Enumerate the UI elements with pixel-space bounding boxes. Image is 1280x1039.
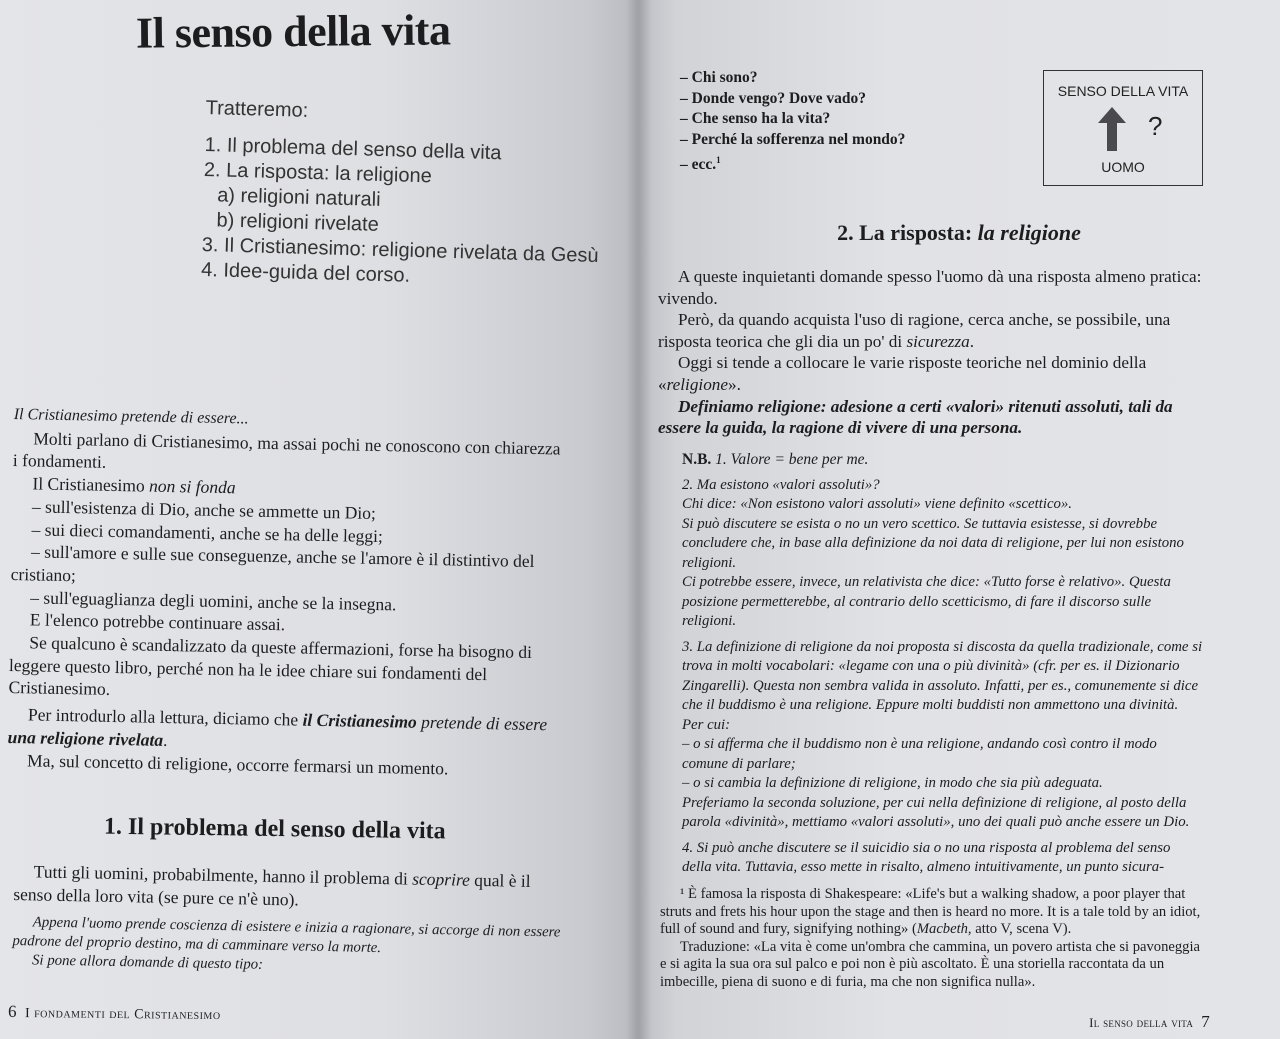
paragraph: A queste inquietanti domande spesso l'uomo dà una risposta almeno pratica: vivendo. <box>658 267 1202 308</box>
footnote-mark: 1 <box>716 155 721 165</box>
page-title: Il senso della vita <box>135 5 451 58</box>
list-item: – Che senso ha la vita? <box>680 110 831 127</box>
emphasis: 1. Valore = bene per me. <box>711 451 869 468</box>
quote: Si pone allora domande di questo tipo: <box>31 952 264 973</box>
note-line: 3. La definizione di religione da noi proposta si discosta da quella tradizionale, come si trova in molti vocabolari: «legame con una o più divinità» (cfr. per es. il Dizionario Zingarelli). Questa non sembra valida in assoluto. Infatti, per es., comunemente si dice che il buddismo è una religione. Eppure molti buddisti non ammettono una divinità. Per cui: <box>682 638 1203 733</box>
left-page <box>0 0 638 1039</box>
page-footer-left <box>8 1002 221 1024</box>
note-line: – o si afferma che il buddismo non è una religione, andando così contro il modo comune di parlare; <box>682 736 1157 772</box>
emphasis: religione <box>666 374 729 394</box>
toc-item: 2. La risposta: la religione <box>203 158 433 188</box>
nb-label: N.B. <box>682 451 712 468</box>
section1-text <box>12 860 562 980</box>
paragraph <box>13 860 562 916</box>
list-item <box>680 150 905 176</box>
note-line: Preferiamo la seconda soluzione, per cui nella definizione di religione, al posto della parola «divinità», mettiamo «valori assoluti», uno dei quali può anche essere un Dio. <box>682 794 1190 830</box>
list-item: – sull'amore e sulle sue conseguenze, anche se l'amore è il distintivo del cristiano; <box>10 541 535 586</box>
notes <box>682 450 1203 878</box>
emphasis: adesione a certi «valori» ritenuti assoluti, tali da essere la guida, la ragione di vivere di una persona. <box>658 396 1173 438</box>
footnotes <box>660 886 1204 991</box>
note-line: Chi dice: «Non esistono valori assoluti» viene definito «scettico». <box>682 496 1073 512</box>
note <box>682 638 1203 833</box>
list-item: – sull'eguaglianza degli uomini, anche se la insegna. <box>30 586 397 615</box>
section-heading: 1. Il problema del senso della vita <box>103 813 446 845</box>
paragraph <box>658 352 1203 395</box>
paragraph: Molti parlano di Cristianesimo, ma assai pochi ne conoscono con chiarezza i fondamenti. <box>12 428 561 473</box>
up-arrow-icon <box>1098 107 1126 151</box>
book-gutter <box>626 0 652 1039</box>
note-line: Si può discutere se esista o no un vero scettico. Se tuttavia esistesse, si dovrebbe concludere che, in base alla definizione da noi data di religione, per lui non esistono religioni. <box>682 515 1184 571</box>
emphasis: pretende di essere <box>416 711 548 735</box>
text-run: Tutti gli uomini, probabilmente, hanno il problema di <box>33 861 413 889</box>
text-run: Oggi si tende a collocare le varie risposte teoriche nel dominio della « <box>658 353 1147 394</box>
box-top-label: SENSO DELLA VITA <box>1057 83 1189 99</box>
section2-text <box>658 266 1203 439</box>
text-run: , atto V, scena V). <box>967 921 1072 937</box>
paragraph: E l'elenco potrebbe continuare assai. <box>29 609 286 635</box>
question-mark: ? <box>1148 111 1163 141</box>
text-run: ¹ È famosa la risposta di Shakespeare: «Life's but a walking shadow, a poor player that struts and frets his hour upon the stage and then is heard no more. It is a tale told by an idiot, full of sound and fury, signifying nothing» ( <box>660 886 1201 937</box>
intro-heading: Il Cristianesimo pretende di essere... <box>13 405 249 428</box>
intro-text <box>7 404 562 782</box>
page-number: 6 <box>7 1001 18 1021</box>
paragraph: Se qualcuno è scandalizzato da queste affermazioni, forse ha bisogno di leggere questo libro, perché non ha le idee chiare sui fondamenti del Cristianesimo. <box>8 632 533 700</box>
paragraph <box>658 309 1203 352</box>
toc-item: 3. Il Cristianesimo: religione rivelata da Gesù <box>201 233 599 268</box>
list-item: – Donde vengo? Dove vado? <box>680 89 867 107</box>
footnote: Traduzione: «La vita è come un'ombra che cammina, un povero artista che si pavoneggia e si agita la sua ora sul palco e poi non è più ascoltato. È una storiella raccontata da un imbecille, piena di suono e di furia, ma che non significa nulla». <box>660 938 1200 990</box>
text-run: Il Cristianesimo <box>32 473 145 496</box>
emphasis: non si fonda <box>148 475 236 498</box>
note-line: – o si cambia la definizione di religione, in modo che sia più adeguata. <box>682 775 1103 791</box>
toc-item: 1. Il problema del senso della vita <box>204 133 502 165</box>
toc-item: 4. Idee-guida del corso. <box>200 258 411 287</box>
emphasis: Definiamo religione: <box>678 396 831 416</box>
text-run: . <box>162 729 168 750</box>
note <box>682 450 1203 470</box>
list-item: – Chi sono? <box>680 69 758 86</box>
text-run: – ecc. <box>680 156 717 174</box>
table-of-contents <box>201 96 603 294</box>
right-page <box>638 0 1280 1039</box>
emphasis: la religione <box>977 220 1081 245</box>
box-bottom-label: UOMO <box>1101 159 1145 175</box>
toc-intro: Tratteremo: <box>205 96 309 122</box>
emphasis: scoprire <box>412 868 471 890</box>
text-run: . <box>969 331 975 351</box>
text-run: Però, da quando acquista l'uso di ragione, cerca anche, se possibile, una risposta teorica che gli dia un po' di <box>658 310 1171 351</box>
running-title: Il senso della vita <box>1089 1015 1194 1030</box>
emphasis: sicurezza <box>906 331 970 351</box>
quote: Appena l'uomo prende coscienza di esistere e inizia a ragionare, si accorge di non essere padrone del proprio destino, ma di camminare verso la morte. <box>12 914 561 957</box>
list-item: – Perché la sofferenza nel mondo? <box>680 130 906 148</box>
note-line: Ci potrebbe essere, invece, un relativista che dice: «Tutto forse è relativo». Questa posizione permetterebbe, al contrario dello scetticismo, di fare il discorso sulle religioni. <box>682 574 1171 629</box>
section-heading <box>638 220 1280 246</box>
toc-item: a) religioni naturali <box>216 184 381 211</box>
note <box>682 476 1203 632</box>
list-item: – sull'esistenza di Dio, anche se ammette un Dio; <box>31 496 377 523</box>
text-run: ». <box>728 374 741 394</box>
note: 4. Si può anche discutere se il suicidio sia o no una risposta al problema del senso della vita. Tuttavia, esso mette in risalto, almeno intuitivamente, un punto sicura- <box>682 839 1171 875</box>
page-number: 7 <box>1201 1012 1210 1031</box>
emphasis: Macbeth <box>916 921 968 937</box>
list-item: – sui dieci comandamenti, anche se ha delle leggi; <box>31 518 384 546</box>
text-run: 2. La risposta: <box>837 220 978 245</box>
question-list <box>680 68 905 176</box>
emphasis: il Cristianesimo <box>302 709 417 732</box>
text-run: Per introdurlo alla lettura, diciamo che <box>27 704 303 730</box>
footnote <box>660 886 1204 939</box>
definition <box>658 396 1203 439</box>
running-title: I fondamenti del Cristianesimo <box>24 1006 221 1024</box>
emphasis: una religione rivelata <box>7 726 164 750</box>
note-line: 2. Ma esistono «valori assoluti»? <box>682 476 880 493</box>
text-run: qual è il senso della loro vita (se pure ce n'è uno). <box>13 869 531 909</box>
page-footer-right <box>1089 1012 1210 1032</box>
diagram-box <box>1043 70 1203 186</box>
toc-item: b) religioni rivelate <box>216 209 380 236</box>
paragraph: Ma, sul concetto di religione, occorre fermarsi un momento. <box>26 749 449 778</box>
